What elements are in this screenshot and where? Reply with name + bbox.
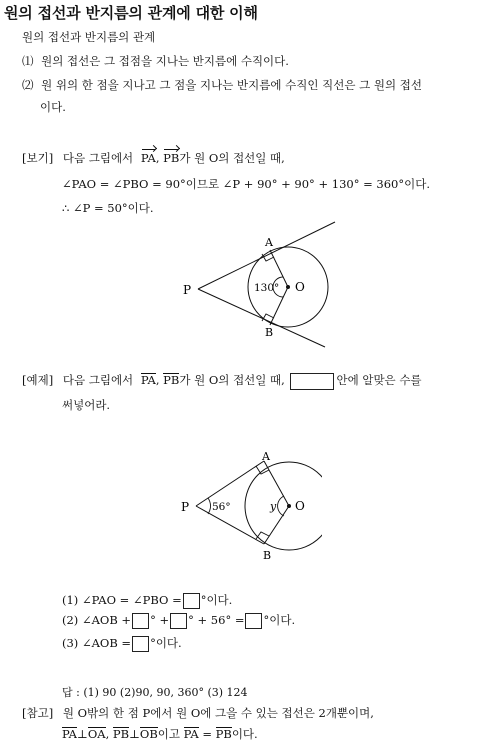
label-o: O: [295, 280, 305, 294]
q2-text-c: ° + 56° =: [188, 613, 245, 627]
label-b: B: [263, 549, 272, 562]
label-angle-130: 130°: [254, 282, 280, 294]
q3-text-b: °이다.: [150, 636, 182, 650]
q3-text-a: (3) ∠AOB =: [62, 636, 132, 650]
segment-pb: PB: [112, 727, 130, 741]
label-angle-56: 56°: [212, 501, 231, 513]
chamgo-line-2: [62, 726, 258, 742]
item-1-number: ⑴: [22, 54, 34, 68]
center-dot-o: [286, 285, 290, 289]
answer-blank-box: [290, 373, 334, 390]
segment-oa: OA: [87, 727, 106, 741]
right-angle-mark-b: [256, 532, 269, 539]
item-2-number: ⑵: [22, 78, 34, 92]
label-y: y: [270, 500, 277, 513]
item-2-continuation: 이다.: [40, 100, 66, 114]
item-2-text: 원 위의 한 점을 지나고 그 점을 지나는 반지름에 수직인 직선은 그 원의 접선: [41, 78, 422, 92]
page-title: 원의 접선과 반지름의 관계에 대한 이해: [4, 4, 258, 22]
vector-pb: PB: [163, 151, 180, 165]
yeje-text-c: 안에 알맞은 수를: [336, 373, 422, 387]
section-heading: 원의 접선과 반지름의 관계: [22, 30, 156, 44]
bogi-line-3: ∴ ∠P = 50°이다.: [62, 201, 154, 215]
question-3: [62, 635, 182, 652]
bogi-line-1: [22, 150, 285, 166]
yeje-text-a: 다음 그림에서: [62, 373, 134, 387]
segment-pa: PA: [62, 727, 77, 741]
yeje-text-b: 가 원 O의 접선일 때,: [179, 373, 285, 387]
q2-text-a: (2) ∠AOB +: [62, 613, 132, 627]
q2-text-b: ° +: [150, 613, 170, 627]
radius-ob: [264, 506, 289, 544]
q2-blank-1: [132, 613, 149, 629]
vector-pa: PA: [140, 151, 156, 165]
question-2: [62, 612, 295, 629]
figure-tangent-130: [170, 215, 350, 355]
segment-pa-2: PA: [183, 727, 199, 741]
chamgo-comma: ,: [105, 727, 110, 741]
yeje-line-2: 써넣어라.: [62, 398, 111, 412]
bogi-comma: ,: [155, 151, 160, 165]
segment-pb: PB: [163, 373, 180, 387]
q1-blank: [183, 593, 200, 609]
segment-pb-2: PB: [215, 727, 232, 741]
perp-symbol-2: ⊥: [129, 727, 140, 741]
item-1-text: 원의 접선은 그 접점을 지나는 반지름에 수직이다.: [41, 54, 289, 68]
figure-tangent-56: [172, 448, 322, 568]
q1-text-b: °이다.: [200, 593, 233, 607]
circle-o: [245, 462, 322, 550]
chamgo-text: 원 O밖의 한 점 P에서 원 O에 그을 수 있는 접선은 2개뿐이며,: [62, 706, 374, 720]
item-1: [22, 53, 289, 69]
bogi-line-2: ∠PAO = ∠PBO = 90°이므로 ∠P + 90° + 90° + 130° = 360°이다.: [62, 177, 430, 191]
label-p: P: [181, 500, 190, 514]
center-dot-o: [287, 504, 291, 508]
answer-line: 답 : (1) 90 (2)90, 90, 360° (3) 124: [62, 686, 248, 699]
equals-sign: =: [202, 727, 212, 741]
segment-ob: OB: [139, 727, 158, 741]
angle-arc-o: [278, 496, 284, 516]
q3-blank: [132, 636, 149, 652]
yeje-tag: [예제]: [22, 373, 54, 387]
yeje-line-1: [22, 372, 422, 390]
item-2: [22, 77, 422, 93]
q2-text-d: °이다.: [263, 613, 296, 627]
chamgo-tag: [참고]: [22, 706, 54, 720]
label-a: A: [262, 450, 270, 463]
perp-symbol-1: ⊥: [77, 727, 88, 741]
label-o: O: [295, 499, 305, 513]
q2-blank-3: [245, 613, 262, 629]
bogi-text-b: 가 원 O의 접선일 때,: [179, 151, 285, 165]
yeje-comma: ,: [155, 373, 160, 387]
q1-text-a: (1) ∠PAO = ∠PBO =: [62, 593, 182, 607]
label-a: A: [265, 236, 273, 249]
label-p: P: [183, 283, 192, 297]
chamgo-igo: 이고: [157, 727, 181, 741]
tangent-line-pa: [196, 461, 264, 506]
segment-pa: PA: [140, 373, 156, 387]
bogi-text-a: 다음 그림에서: [62, 151, 134, 165]
question-1: [62, 592, 232, 609]
chamgo-ida: 이다.: [231, 727, 258, 741]
tangent-line-pb: [198, 289, 325, 347]
label-b: B: [265, 326, 274, 339]
angle-arc-p: [208, 498, 211, 514]
tangent-line-pa: [198, 222, 335, 289]
chamgo-line-1: [22, 705, 374, 721]
radius-oa: [264, 461, 289, 506]
bogi-tag: [보기]: [22, 151, 54, 165]
q2-blank-2: [170, 613, 187, 629]
